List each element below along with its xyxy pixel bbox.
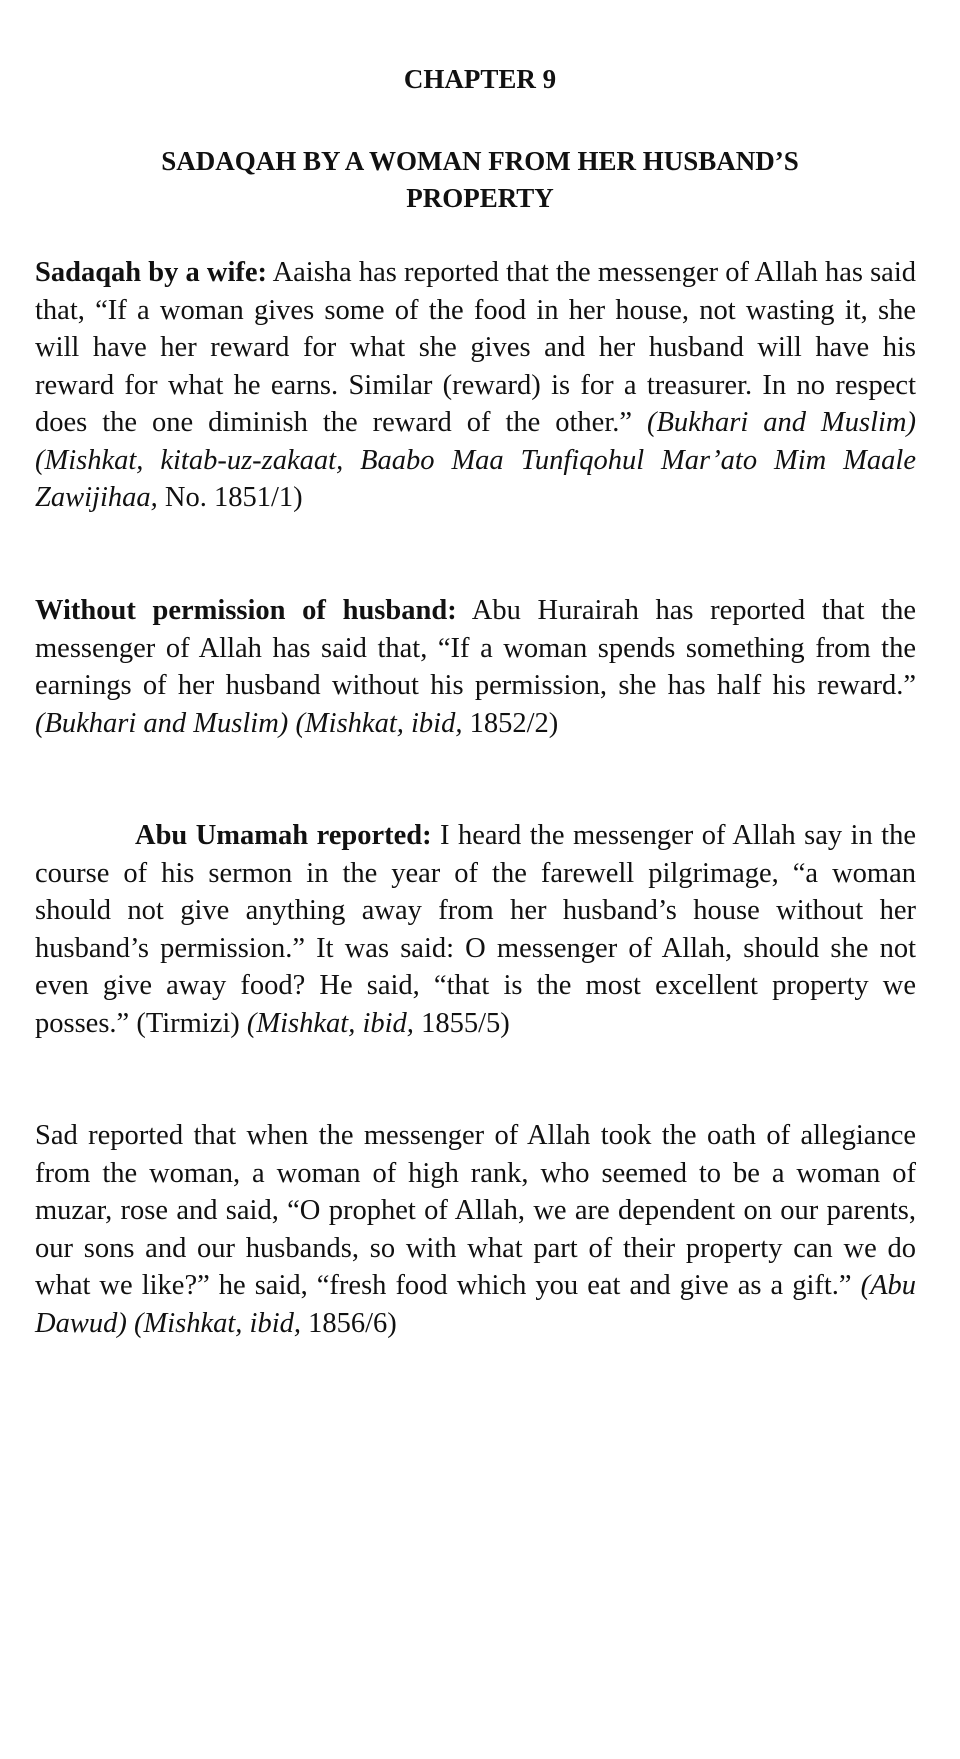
chapter-title-line-2: PROPERTY <box>406 183 554 213</box>
paragraph-sadaqah-by-wife <box>35 254 916 517</box>
citation-number: No. 1851/1) <box>157 482 303 513</box>
citation: (Abu Dawud) <box>35 1270 916 1339</box>
chapter-title-line-1: SADAQAH BY A WOMAN FROM HER HUSBAND’S <box>161 146 799 176</box>
citation-number: 1852/2) <box>462 707 559 739</box>
spacer <box>127 1308 134 1339</box>
paragraph-text: I heard the messenger of Allah say in the course of his sermon in the year of the farewell pilgrimage, “a woman should not give anything away from her husband’s house without her husband’s permission.” It was said: O messenger of Allah, should she not even give away food? He said, “that is the most excellent property we posses.” (Tirmizi) <box>35 820 916 1039</box>
paragraph-sad-reported <box>35 1117 916 1342</box>
citation: (Bukhari and Muslim) <box>646 407 916 438</box>
citation: (Bukhari and Muslim) <box>35 707 289 739</box>
paragraph-text: Abu Hurairah has reported that the messenger of Allah has said that, “If a woman spends something from the earnings of her husband without his permission, she has half his reward.” <box>35 595 916 701</box>
paragraph-heading: Without permission of husband: <box>35 595 457 626</box>
paragraph-heading: Sadaqah by a wife: <box>35 257 268 288</box>
paragraph-text: Sad reported that when the messenger of Allah took the oath of allegiance from the woman, a woman of high rank, who seemed to be a woman of muzar, rose and said, “O prophet of Allah, we are dependent on our parents, our sons and our husbands, so with what part of their property can we do what we like?” he said, “fresh food which you eat and give as a gift.” <box>35 1120 916 1301</box>
citation: (Mishkat, ibid, <box>133 1307 301 1339</box>
indent <box>35 820 135 851</box>
citation-number: 1855/5) <box>413 1007 510 1039</box>
citation: (Mishkat, kitab-uz-zakaat, Baabo Maa Tunfiqohul Mar’ato Mim Maale Zawijihaa, <box>35 444 916 513</box>
paragraph-abu-umamah <box>35 817 916 1042</box>
paragraph-without-permission <box>35 592 916 742</box>
citation: (Mishkat, ibid, <box>295 707 463 739</box>
paragraph-text: Aaisha has reported that the messenger of Allah has said that, “If a woman gives some of the food in her house, not wasting it, she will have her reward for what she gives and her husband will have his reward for what he earns. Similar (reward) is for a treasurer. In no respect does the one diminish the reward of the other.” <box>35 257 917 438</box>
chapter-title <box>60 143 900 217</box>
paragraph-heading: Abu Umamah reported: <box>135 820 432 851</box>
citation-number: 1856/6) <box>301 1307 397 1339</box>
citation: (Mishkat, ibid, <box>246 1007 414 1039</box>
chapter-heading: CHAPTER 9 <box>403 64 557 94</box>
